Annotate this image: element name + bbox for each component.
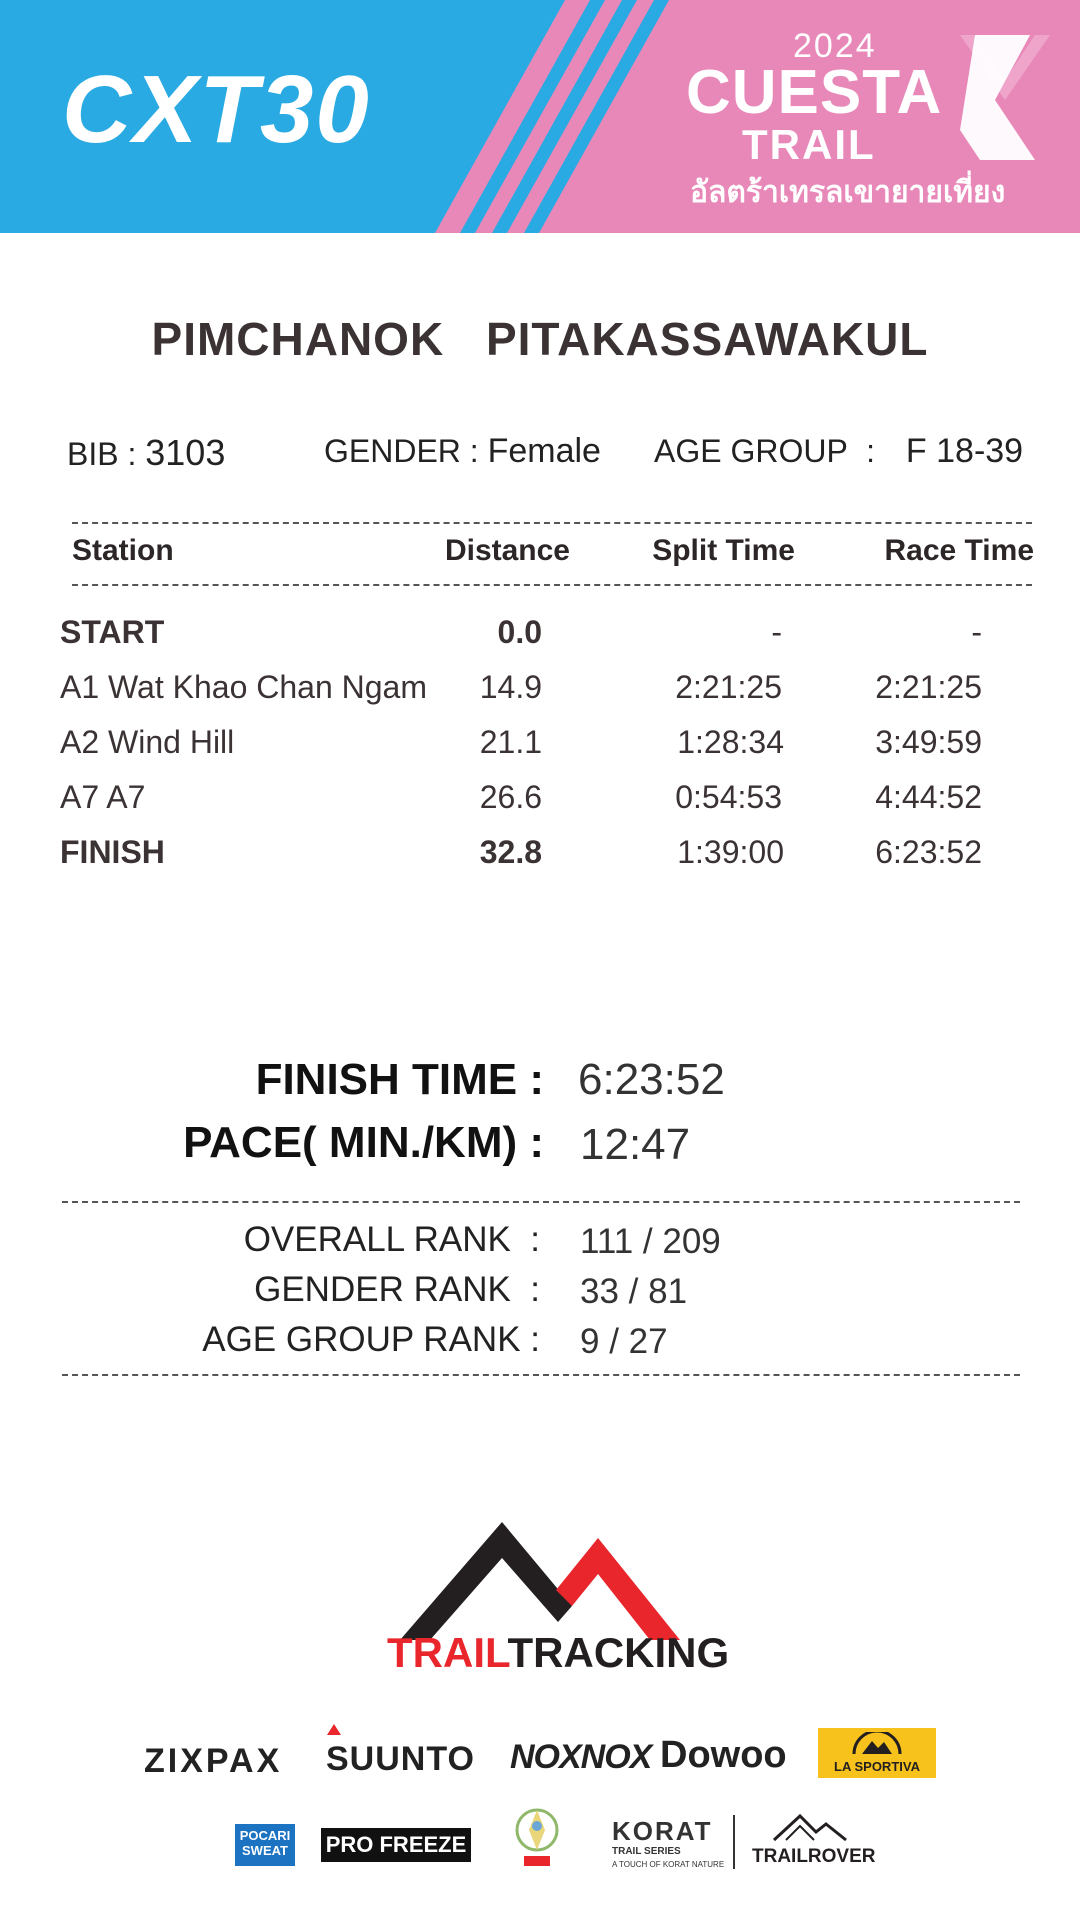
gender-value: Female — [487, 432, 601, 470]
row-a1-split: 2:21:25 — [675, 669, 782, 705]
sponsor-divider — [733, 1815, 735, 1869]
row-a7-split: 0:54:53 — [675, 779, 782, 815]
brand-line-1: CUESTA — [686, 58, 943, 127]
sponsor-trailrover: TRAILROVER — [752, 1846, 876, 1867]
overall-rank-value: 111 / 209 — [580, 1222, 721, 1261]
row-a2-split: 1:28:34 — [677, 724, 784, 760]
sponsor-dowoo: Dowoo — [660, 1734, 787, 1776]
last-name: PITAKASSAWAKUL — [485, 313, 929, 365]
row-start-distance: 0.0 — [497, 614, 542, 650]
row-a7-race: 4:44:52 — [875, 779, 982, 815]
header-station: Station — [72, 534, 174, 567]
header-race-time: Race Time — [884, 534, 1034, 567]
age-group-value: F 18-39 — [905, 432, 1024, 470]
sponsor-la-sportiva-badge — [818, 1728, 936, 1778]
gender-sep: : — [469, 433, 479, 469]
row-a2-race: 3:49:59 — [875, 724, 982, 760]
la-sportiva-text: LA SPORTIVA — [834, 1759, 920, 1774]
brand-line-2: TRAIL — [742, 121, 876, 168]
bib-label: BIB : — [67, 436, 137, 472]
sponsor-pocari-sweat: POCARI SWEAT — [235, 1824, 295, 1866]
age-group-rank-label: AGE GROUP RANK : — [202, 1320, 540, 1359]
runner-name — [0, 312, 1080, 366]
finish-time-value: 6:23:52 — [578, 1055, 725, 1104]
gender-rank-label: GENDER RANK : — [254, 1270, 540, 1309]
sponsor-noxnox: NOXNOX — [510, 1738, 652, 1776]
table-top-divider — [72, 522, 1032, 524]
sponsor-korat: KORAT — [612, 1816, 713, 1846]
sponsor-zixpax: ZIXPAX — [144, 1742, 283, 1780]
summary-bottom-divider — [62, 1374, 1020, 1376]
sponsor-korat-series: TRAIL SERIES — [612, 1846, 681, 1857]
sponsor-korat-tagline: A TOUCH OF KORAT NATURE — [612, 1860, 725, 1869]
table-header-divider — [72, 584, 1032, 586]
bib-value: 3103 — [145, 432, 226, 473]
bib-info — [67, 432, 225, 474]
row-a2-distance: 21.1 — [479, 724, 542, 760]
event-logo: CXT30 — [62, 56, 371, 163]
overall-rank-label: OVERALL RANK : — [243, 1220, 540, 1259]
thai-tagline: อัลตร้าเทรลเขายายเที่ยง — [690, 176, 1006, 209]
pace-label: PACE( MIN./KM) : — [183, 1118, 544, 1167]
event-year: 2024 — [793, 27, 877, 65]
trailtracking-logo — [387, 1629, 730, 1676]
header-distance: Distance — [444, 534, 570, 567]
logo-tracking-text: TRACKING — [507, 1629, 730, 1676]
row-a1-station: A1 Wat Khao Chan Ngam — [60, 669, 427, 705]
row-a1-race: 2:21:25 — [875, 669, 982, 705]
age-group-sep: : — [866, 433, 876, 469]
row-start-split: - — [771, 614, 782, 650]
government-emblem-icon — [510, 1804, 564, 1872]
suunto-triangle-icon — [327, 1724, 341, 1735]
row-finish-race: 6:23:52 — [875, 834, 982, 870]
row-a2-station: A2 Wind Hill — [60, 724, 235, 760]
age-group-label: AGE GROUP — [654, 433, 848, 469]
gender-label: GENDER — [324, 433, 461, 469]
row-finish-split: 1:39:00 — [677, 834, 784, 870]
gender-info — [324, 432, 601, 471]
sponsor-suunto: SUUNTO — [326, 1740, 475, 1778]
header-banner — [0, 0, 1080, 233]
row-a7-station: A7 A7 — [60, 779, 146, 815]
row-finish-station: FINISH — [60, 834, 165, 870]
header-split-time: Split Time — [652, 534, 795, 567]
row-finish-distance: 32.8 — [479, 834, 542, 870]
row-a1-distance: 14.9 — [479, 669, 542, 705]
row-start-race: - — [971, 614, 982, 650]
age-group-rank-value: 9 / 27 — [580, 1322, 668, 1361]
pace-value: 12:47 — [580, 1120, 691, 1169]
row-a7-distance: 26.6 — [479, 779, 542, 815]
row-start-station: START — [60, 614, 165, 650]
gender-rank-value: 33 / 81 — [580, 1272, 688, 1311]
first-name: PIMCHANOK — [151, 313, 445, 365]
la-sportiva-mountain-icon — [852, 1732, 902, 1756]
logo-trail-text: TRAIL — [387, 1629, 508, 1676]
sponsor-pro-freeze: PRO FREEZE — [321, 1828, 471, 1862]
finish-time-label: FINISH TIME : — [255, 1055, 544, 1104]
summary-top-divider — [62, 1201, 1020, 1203]
age-group-info — [654, 432, 1023, 471]
trailrover-mountain-icon — [770, 1812, 850, 1842]
